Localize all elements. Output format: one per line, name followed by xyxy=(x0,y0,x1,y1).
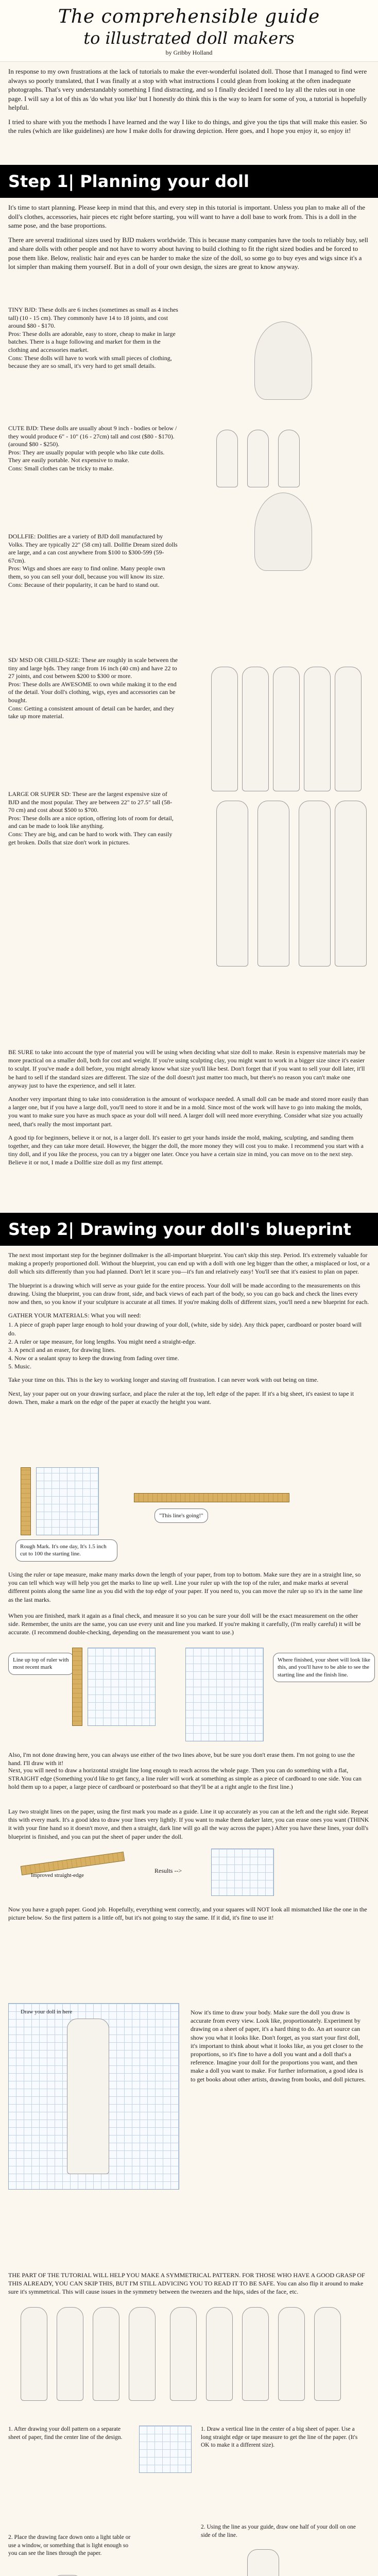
doll-figure xyxy=(21,2307,47,2401)
doll-figure xyxy=(242,2307,269,2401)
step2b-paragraph: When you are finished, mark it again as a final check, and measure it so you can be sure your doll will be the exact measurement on the other side. Remember, the units are the same, you can use every unit and line you marked. If you're making it carefully, (I'm really careful) it will be accurate. (I recommend double-checking, depending on the measurement you want to use.) xyxy=(8,1612,361,1636)
doll-size-large: LARGE OR SUPER SD: These are the largest expensive size of BJD and the most popular. They are between 22" to 27.5" tall (58-70 cm) and cost about $500 to $700. Pros: These dolls are a nice option, offering lots of room for detail, and can be made to look like anything. Cons: They are big, and can be hard to work with. They can easily get broken. Dolls that size don't work in pictures. xyxy=(8,790,174,846)
doll-size-notes xyxy=(0,1043,378,1213)
doll-figure xyxy=(335,667,362,791)
doll-figure xyxy=(257,801,289,967)
doll-figure xyxy=(57,2307,83,2401)
step2b-paragraph: Also, I'm not done drawing here, you can always use either of the two lines above, but be sure you don't erase them. I'm not going to use the hand. I'll draw with it! xyxy=(8,1751,355,1767)
page-subtitle: to illustrated doll makers xyxy=(83,28,295,48)
step2-paragraph: Next, lay your paper out on your drawing surface, and place the ruler at the top, left edge of the paper. If it's a big sheet, it's easiest to tape it down. Then, make a mark on the edge of the paper at exactly the height you want. xyxy=(8,1389,354,1405)
materials-item: 5. Music. xyxy=(8,1363,31,1370)
materials-item: 2. A ruler or tape measure, for long lengths. You might need a straight-edge. xyxy=(8,1337,196,1345)
doll-figure xyxy=(67,2019,109,2174)
page-title: The comprehensible guide xyxy=(58,6,320,27)
doll-size-dollfie: DOLLFIE: Dollfies are a variety of BJD doll manufactured by Volks. They are typically 22" (58 cm) tall. Dollfie Dream sized dolls are large, and a can cost anywhere from $100 to $300-599 (59-67cm). Pros: Wigs and shoes are easy to find online. Many people own them, so you can sell your doll, because you will know its size. Cons: Because of their popularity, it can be hard to stand out. xyxy=(8,533,178,588)
doll-figure xyxy=(93,2307,119,2401)
title-block xyxy=(0,0,378,62)
draw-doll-paragraph: Now it's time to draw your body. Make sure the doll you draw is accurate from every view. Look like, proportionately. Experiment by drawing on a sheet of paper, it's a hard thing to do. An art source can show you what it looks like. Don't forget, as you start your first doll, it's important to think about what it looks like, as you get closer to the proportions, so it's fine to have a doll you want and a doll that's a reference. Imagine your doll for the proportions you want, and then make a doll you want to make. For further information, a good idea is to get books about other artists, drawing from books, and doll pictures. xyxy=(191,2009,366,2083)
doll-figure xyxy=(170,2307,197,2401)
doll-figure xyxy=(206,2307,233,2401)
ruler-illustration xyxy=(21,1467,31,1535)
rough-mark-label: Rough Mark. It's one day, It's 1.5 inch cut to 100 the starting line. xyxy=(15,1539,117,1562)
doll-figure xyxy=(278,430,300,487)
step2b-paragraph: Now you have a graph paper. Good job. Hopefully, everything went correctly, and your squares will NOT look all mismatched like the one in the picture below. So the first pattern is a little off, but it's not going to stay the same. If it did, it's fine to use it! xyxy=(8,1906,367,1922)
intro-paragraph: I tried to share with you the methods I have learned and the way I like to do things, and give you the tips that will make this easier. So the rules (which are like guidelines) are how I make dolls for drawing depiction. Here goes, and I hope you enjoy it, so enjoy it! xyxy=(8,117,367,135)
doll-sizes-section xyxy=(0,306,378,1043)
materials-list xyxy=(8,1320,370,1370)
step2b-paragraph: Using the ruler or tape measure, make many marks down the length of your paper, from top to bottom. Make sure they are in a straight line, so you can tell which way will help you get the marks to line up well. Line your ruler up with the top of the ruler, and make marks at several different points along the same line as you did with the top edge of your paper. If you need to, you can move the ruler up so it's in the same line as the last marks. xyxy=(8,1571,363,1603)
doll-figure xyxy=(129,2307,156,2401)
hand-illustration xyxy=(254,493,312,571)
doll-figure xyxy=(247,430,269,487)
intro-section xyxy=(0,62,378,165)
symmetry-step: 1. After drawing your doll pattern on a separate sheet of paper, find the center line of the design. xyxy=(8,2426,123,2441)
doll-figure xyxy=(216,430,238,487)
step1-banner: Step 1| Planning your doll xyxy=(0,165,378,198)
intro-paragraph: In response to my own frustrations at the lack of tutorials to make the ever-wonderful isolated doll. Those that I managed to find were always so poorly translated, that I was finally at a stop with what instructions I could glean from looking at the often inadequate photographs. That's very understandably something I find distracting, and so I finally decided I need to lay all the rules out in one page. I will say a lot of this as 'do what you like' but I honestly do think this is the way to learn for some of you, a tutorial is hopefully helpful. xyxy=(8,67,367,112)
draw-doll-here-label: Draw your doll in here xyxy=(21,2009,73,2015)
doll-figure xyxy=(299,801,331,967)
doll-size-sd: SD/ MSD OR CHILD-SIZE: These are roughly in scale between the tiny and large bjds. They range from 16 inch (40 cm) and have 22 to 27 joints, and cost between $200 to $300 or more. Pros: These dolls are AWESOME to own while making it to the end of the detail. Your doll's clothing, wigs, eyes and accessories can be bought. Cons: Getting a consistent amount of detail can be harder, and they take up more material. xyxy=(8,656,178,720)
doll-figure xyxy=(216,801,248,967)
step2-banner: Step 2| Drawing your doll's blueprint xyxy=(0,1213,378,1246)
doll-figure xyxy=(242,667,269,791)
ruler-diagrams xyxy=(0,1462,378,1802)
materials-item: 4. Now or a sealant spray to keep the drawing from fading over time. xyxy=(8,1354,179,1362)
doll-figure xyxy=(314,2307,341,2401)
step2b-paragraph: Next, you will need to draw a horizontal straight line long enough to reach across the whole page. Then you can do something with a flat, STRAIGHT edge (Something you'd like to get fancy, a line ruler will work at something as simple as a piece of cardboard to one side. You can hold them up to a paper, a large piece of cardboard or posterboard so that they'll be at a right angle to the first line.) xyxy=(8,1767,362,1791)
paper-illustration xyxy=(211,1849,274,1896)
paper-illustration xyxy=(139,2426,192,2473)
paper-illustration xyxy=(185,1648,264,1741)
materials-item: 3. A pencil and an eraser, for drawing lines. xyxy=(8,1346,116,1353)
step2b-paragraph: Lay two straight lines on the paper, using the first mark you made as a guide. Line it up accurately as you can at the left and the right side. Repeat this with every mark. It's a good idea to draw your lines very lightly. If you want to make them darker later, you can erase ones you want (THINK it with your fine hand so it doesn't move, and then a straight, dark line will go all the way across the paper.) After you have these lines, your doll's blueprint is finished, and you can put the sheet of paper under the doll. xyxy=(8,1808,369,1840)
notes-paragraph: BE SURE to take into account the type of material you will be using when deciding what size doll to make. Resin is expensive materials may be more practical on a smaller doll, both for cost and weight. If you're using sculpting clay, you might want to work in a bigger size since it's easier to sculpt. If you've made a doll before, you might already know what size you'll like best. Don't forget that if you want to sell your doll later, it'll be hard to sell if the standard sizes are different. The size of the doll doesn't just matter too much, but there's no reason you can't make one anyway just to have the experience, and sell it later. xyxy=(8,1048,366,1089)
ruler-illustration xyxy=(134,1493,289,1502)
doll-figure xyxy=(335,801,367,967)
step1-intro xyxy=(0,198,378,306)
notes-paragraph: A good tip for beginners, believe it or not, is a larger doll. It's easier to get your hands inside the mold, making, sculpting, and sanding them together, and they can take more detail. However, the bigger the doll, the more money they will cost you to make. I recommend you start with a tiny doll, and if you like the process, you can try a bigger one later. Once you have a certain size in mind, you can move on to the next step. Believe it or not, I made a Dollfie size doll as my first attempt. xyxy=(8,1133,364,1166)
hand-illustration xyxy=(254,321,312,400)
doll-size-tiny: TINY BJD: These dolls are 6 inches (sometimes as small as 4 inches tall) (10 - 15 cm). They commonly have 14 to 18 joints, and cost around $80 - $170. Pros: These dolls are adorable, easy to store, cheap to make in large batches. There is a huge following and market for them in the clothing and accessories market. Cons: These dolls will have to work with small pieces of clothing, because they are so small, it's very hard to get small details. xyxy=(8,306,178,370)
step1-paragraph: It's time to start planning. Please keep in mind that this, and every step in this tutorial is important. Unless you plan to make all of the doll's clothes, accessories, hair pieces etc right before starting, you will want to have a doll base to work from. This is a doll in the same pose, and the base proportions. xyxy=(8,204,366,230)
byline: by Gribby Holland xyxy=(165,49,213,56)
symmetry-steps xyxy=(0,2420,378,2576)
this-line-label: "This line's going!" xyxy=(154,1509,208,1523)
symmetry-step: 2. Place the drawing face down onto a light table or use a window, or something that is light enough so you can see the lines through the paper. xyxy=(8,2534,131,2557)
paper-illustration xyxy=(36,1467,99,1535)
line-up-label: Line up top of ruler with most recent mark xyxy=(8,1653,74,1675)
symmetry-right-step: 2. Using the line as your guide, draw one half of your doll on one side of the line. xyxy=(201,2524,356,2538)
step2-paragraph: Take your time on this. This is the key to working longer and staving off frustration. I can never work with out being on time. xyxy=(8,1376,319,1384)
step2-paragraph: The next most important step for the beginner dollmaker is the all-important blueprint. You can't skip this step. Period. It's extremely valuable for making a properly proportioned doll. Without the blueprint, you can end up with a doll with one leg bigger than the other, a misplaced or lost, or a doll which sits differently than you had planned. Don't let it scare you—it's fun and relatively easy! You'll see that it's easiest to plan on paper. xyxy=(8,1251,370,1276)
paper-illustration xyxy=(88,1648,156,1726)
doll-figure xyxy=(247,2549,279,2576)
sheet-note-label: Where finished, your sheet will look like this, and you'll have to be able to see the starting line and the finish line. xyxy=(273,1653,375,1682)
step2-intro xyxy=(0,1246,378,1462)
doll-figure xyxy=(273,667,300,791)
step2-paragraph: The blueprint is a drawing which will serve as your guide for the entire process. Your doll will be made according to the measurements on this drawing. Using the blueprint, you can draw front, side, and back views of each part of the body, so you can go back and check the lines every now and then, so you know if your sculpture is accurate at all times. If you're making dolls of different sizes, you'll need a new blueprint for each. xyxy=(8,1281,369,1306)
symmetry-right-step: 1. Draw a vertical line in the center of a big sheet of paper. Use a long straight edge or tape measure to get the line of the paper. (It's OK to make it a different size). xyxy=(201,2426,358,2449)
notes-paragraph: Another very important thing to take into consideration is the amount of workspace needed. A small doll can be made and stored more easily than a larger one, but if you have a large doll, you'll need to store it and be in a mold. Since most of the work will have to go into making the molds, you want to make sure you have as much space as your doll will need. A larger doll will need more everything. Consider what size you actually need, that's really the most important part. xyxy=(8,1095,369,1128)
doll-figure xyxy=(211,667,238,791)
doll-figure xyxy=(278,2307,305,2401)
symmetry-paragraph: THE PART OF THE TUTORIAL WILL HELP YOU MAKE A SYMMETRICAL PATTERN. FOR THOSE WHO HAVE A GOOD GRASP OF THIS ALREADY, YOU CAN SKIP THIS, BUT I'M STILL ADVICING YOU TO READ IT TO BE SAFE. You can also flip it around to make sure it's symmetrical. This will cause issues in the symmetry between the tweezers and the hips, sides of the face, etc. xyxy=(8,2272,365,2296)
materials-title: GATHER YOUR MATERIALS: What you will need: xyxy=(8,1312,141,1319)
improved-label: Improved straight-edge xyxy=(31,1872,84,1878)
materials-item: 1. A piece of graph paper large enough to hold your drawing of your doll, (white, side by side). Any thick paper, cardboard or poster board will do. xyxy=(8,1321,362,1337)
symmetry-intro xyxy=(0,2266,378,2420)
ruler-illustration xyxy=(72,1648,82,1726)
doll-figure xyxy=(304,667,331,791)
draw-doll-section xyxy=(0,1998,378,2266)
doll-size-cute: CUTE BJD: These dolls are usually about 9 inch - bodies or below / they would produce 6" - 10" (16 - 27cm) tall and cost ($80 - $170). (around $80 - $250). Pros: They are usually popular with people who like cute dolls. They are easily portable. Not expensive to make. Cons: Small clothes can be tricky to make. xyxy=(8,425,177,472)
results-label: Results --> xyxy=(154,1867,182,1874)
step1-paragraph: There are several traditional sizes used by BJD makers worldwide. This is because many companies have the tools to reliably buy, sell and share dolls with other people and not have to worry about having to build clothing to fit the right sized bodies and be forced to pose them like. Below, realistic hair and eyes can be harder to make the size of the doll, so some go to buy eyes and wigs since it's a lot simpler than making them yourself. But in a doll of your own design, the sizes are great to know anyway. xyxy=(8,235,368,271)
straight-edge-section xyxy=(0,1802,378,1998)
